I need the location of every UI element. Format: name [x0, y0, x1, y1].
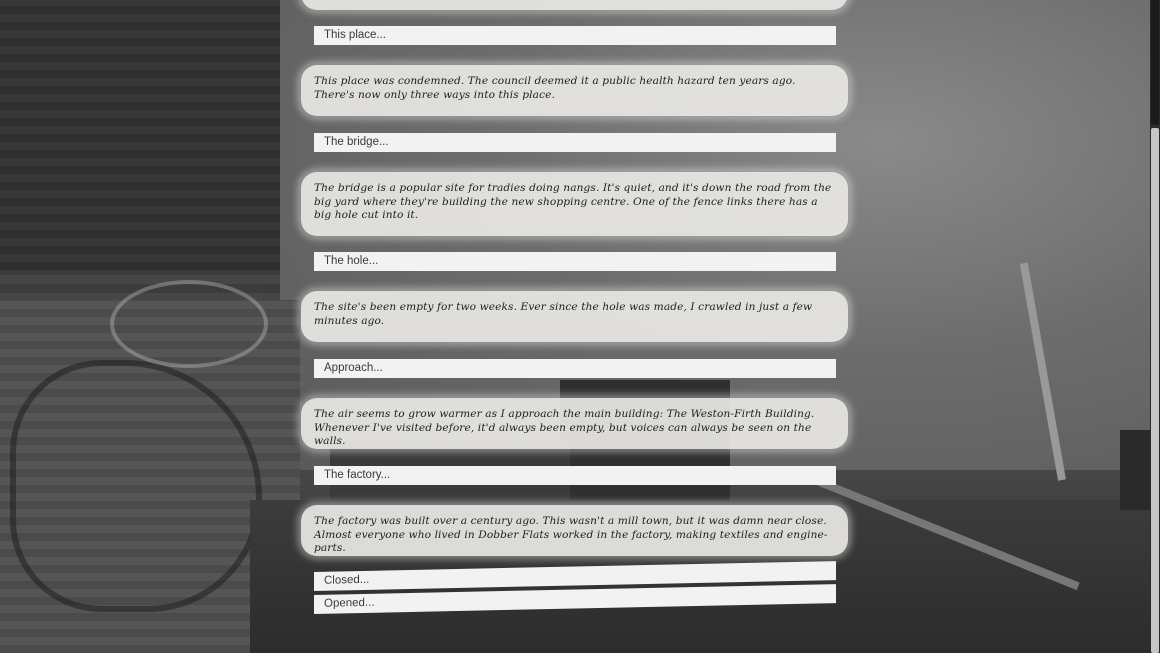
choice-the-factory[interactable]: The factory...: [314, 466, 836, 485]
scrollbar-thumb[interactable]: [1151, 128, 1159, 653]
story-passage: The factory was built over a century ago. This wasn't a mill town, but it was damn near close. Almost everyone who lived in Dobber Flats worked in the factory, making textiles and engine-parts.: [301, 505, 848, 556]
scrollbar-track-top: [1151, 0, 1159, 125]
story-passage: The site's been empty for two weeks. Ever since the hole was made, I crawled in just a few minutes ago.: [301, 291, 848, 342]
story-passage: The bridge is a popular site for tradies doing nangs. It's quiet, and it's down the road from the big yard where they're building the new shopping centre. One of the fence links there has a big hole cut into it.: [301, 172, 848, 236]
choice-opened[interactable]: Opened...: [314, 584, 836, 614]
choice-the-bridge[interactable]: The bridge...: [314, 133, 836, 152]
choice-approach[interactable]: Approach...: [314, 359, 836, 378]
choice-closed[interactable]: Closed...: [314, 561, 836, 591]
story-passage: This place was condemned. The council deemed it a public health hazard ten years ago. There's now only three ways into this place.: [301, 65, 848, 116]
vertical-scrollbar[interactable]: [1150, 0, 1160, 653]
choice-this-place[interactable]: This place...: [314, 26, 836, 45]
choice-the-hole[interactable]: The hole...: [314, 252, 836, 271]
story-passage-previous: [301, 0, 848, 10]
story-passage: The air seems to grow warmer as I approach the main building: The Weston-Firth Building. Whenever I've visited before, it'd always been empty, but voices can always be seen on the walls.: [301, 398, 848, 449]
